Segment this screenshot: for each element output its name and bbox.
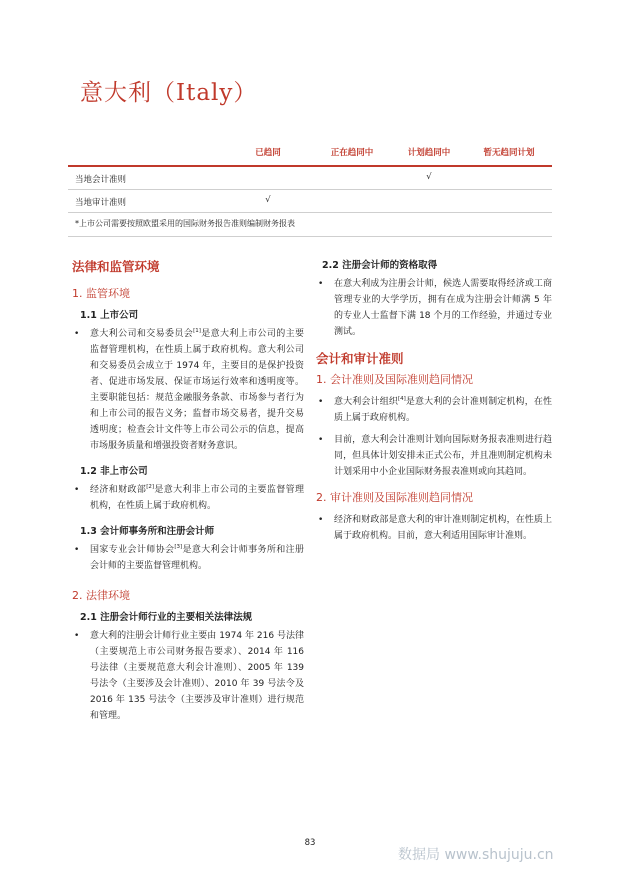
table-header — [68, 141, 552, 167]
footnote-ref: [4] — [397, 396, 406, 402]
row-label: 当地审计准则 — [75, 198, 127, 208]
watermark: 数据局 www.shujuju.cn — [398, 847, 554, 863]
heading-accounting-firms: 1.3 会计师事务所和注册会计师 — [80, 526, 215, 537]
subsection-accounting-standards: 1. 会计准则及国际准则趋同情况 — [316, 373, 473, 386]
list-item: • 经济和财政部[2]是意大利非上市公司的主要监督管理机构，在性质上属于政府机构。 — [74, 484, 304, 511]
bullet-icon: • — [74, 631, 80, 641]
bullet-icon: • — [318, 435, 324, 445]
footnote-ref: [3] — [174, 544, 183, 550]
convergence-table — [68, 141, 552, 213]
footnote-ref: [1] — [193, 328, 201, 334]
section-title-legal: 法律和监管环境 — [72, 259, 160, 274]
check-mark: √ — [265, 195, 271, 205]
list-item: • 意大利会计组织[4]是意大利的会计准则制定机构，在性质上属于政府机构。 — [318, 396, 552, 423]
subsection-legal: 2. 法律环境 — [72, 589, 130, 602]
bullet-icon: • — [74, 545, 80, 555]
left-column — [72, 258, 304, 724]
bullet-icon: • — [74, 329, 80, 339]
list-item: • 在意大利成为注册会计师，候选人需要取得经济或工商管理专业的大学学历，拥有在成为注册会计师满 5 年的专业人士监督下满 18 个月的工作经验，并通过专业测试。 — [316, 276, 552, 340]
list-item: • 国家专业会计师协会[3]是意大利会计师事务所和注册会计师的主要监督管理机构。 — [74, 544, 304, 571]
page-title: 意大利（Italy） — [80, 80, 258, 106]
heading-listed-companies: 1.1 上市公司 — [80, 310, 139, 321]
header-converging: 正在趋同中 — [330, 148, 374, 158]
heading-qualification: 2.2 注册会计师的资格取得 — [322, 260, 438, 271]
header-no-plan: 暂无趋同计划 — [483, 148, 535, 158]
header-converged: 已趋同 — [255, 148, 281, 158]
list-item: • 经济和财政部是意大利的审计准则制定机构，在性质上属于政府机构。目前，意大利适用国际审计准则。 — [316, 512, 552, 544]
heading-unlisted-companies: 1.2 非上市公司 — [80, 466, 148, 477]
bullet-icon: • — [318, 515, 324, 525]
check-mark: √ — [426, 172, 432, 182]
heading-laws: 2.1 注册会计师行业的主要相关法律法规 — [80, 612, 253, 623]
row-label: 当地会计准则 — [75, 175, 127, 185]
list-item: • 目前，意大利会计准则计划向国际财务报表准则进行趋同，但具体计划安排未正式公布，并且准则制定机构未计划采用中小企业国际财务报表准则或向其趋同。 — [316, 432, 552, 480]
subsection-audit-standards: 2. 审计准则及国际准则趋同情况 — [316, 491, 473, 504]
section-title-standards: 会计和审计准则 — [316, 351, 404, 366]
bullet-icon: • — [318, 397, 324, 407]
right-column — [316, 258, 552, 544]
bullet-icon: • — [318, 279, 324, 289]
list-item: • 意大利的注册会计师行业主要由 1974 年 216 号法律（主要规范上市公司财务报告要求）、2014 年 116 号法律（主要规范意大利会计准则）、2005 年 139 号法令（主要涉及会计准则）、2010 年 39 号法令及 2016 年 135 号法令（主要涉及审计准则）进行规范和管理。 — [72, 628, 304, 724]
subsection-regulatory: 1. 监管环境 — [72, 287, 130, 300]
header-planned: 计划趋同中 — [407, 148, 451, 158]
footnote-ref: [2] — [146, 484, 155, 490]
table-row — [68, 167, 552, 190]
list-item: • 意大利公司和交易委员会[1]是意大利上市公司的主要监督管理机构，在性质上属于政府机构。意大利公司和交易委员会成立于 1974 年，主要目的是保护投资者、促进市场发展、保证市场运行效率和透明度等。主要职能包括：规范金融服务条款、市场参与者行为和上市公司的报告义务；监督市场交易者，提升交易透明度；检查会计文件等上市公司公示的信息，提高市场服务质量和增强投资者财务意识。 — [74, 328, 304, 451]
table-footnote: *上市公司需要按照欧盟采用的国际财务报告准则编制财务报表 — [68, 210, 552, 237]
bullet-icon: • — [74, 485, 80, 495]
page-number: 83 — [304, 838, 316, 848]
